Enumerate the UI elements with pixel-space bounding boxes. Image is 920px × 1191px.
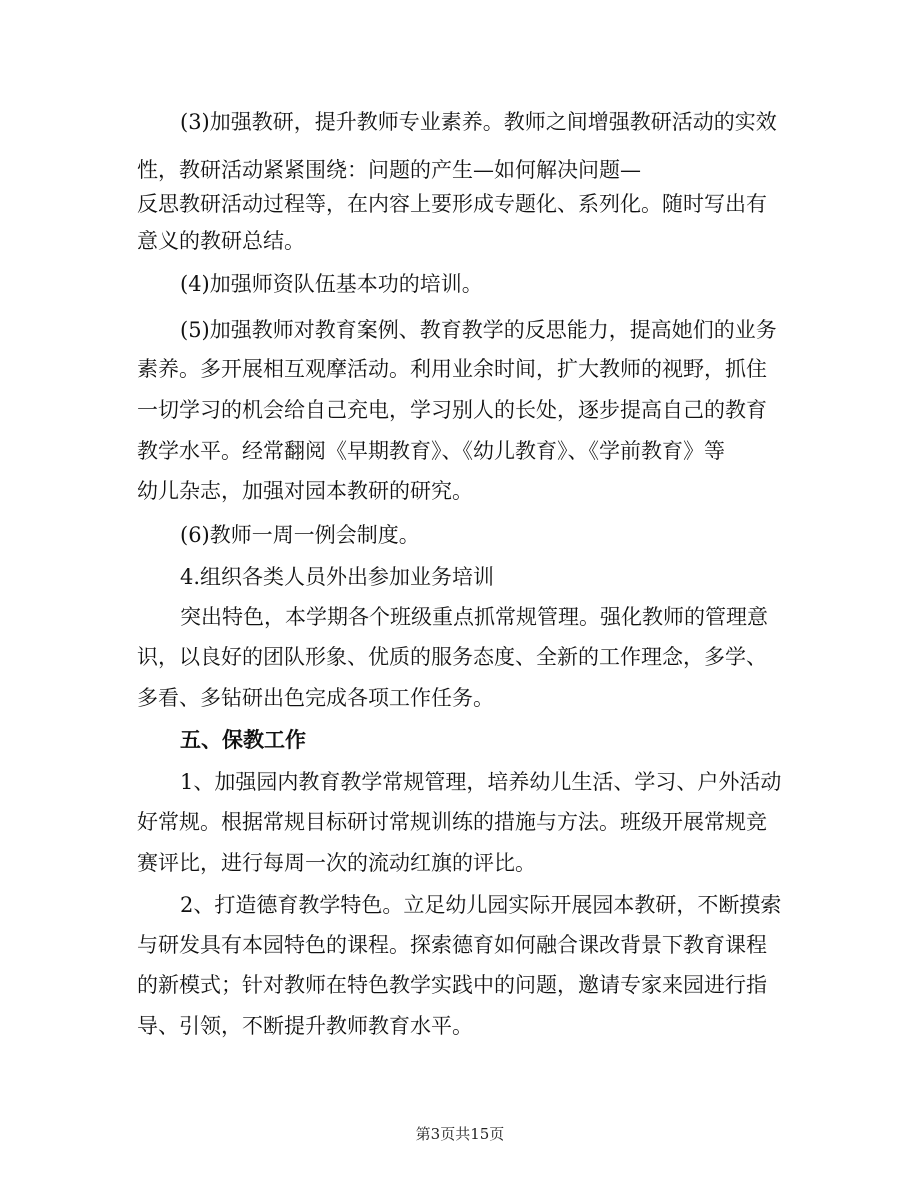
paragraph-line: (6)教师一周一例会制度。 [180,523,420,547]
section-heading: 4.组织各类人员外出参加业务培训 [180,565,495,589]
paragraph-line: 反思教研活动过程等，在内容上要形成专题化、系列化。随时写出有 [137,192,767,216]
paragraph-line: (3)加强教研，提升教师专业素养。教师之间增强教研活动的实效 [180,110,777,134]
page-number: 第3页共15页 [415,1125,505,1143]
paragraph-line: 多看、多钻研出色完成各项工作任务。 [137,686,494,710]
paragraph-line: 识，以良好的团队形象、优质的服务态度、全新的工作理念，多学、 [137,645,767,669]
paragraph-line: 赛评比，进行每周一次的流动红旗的评比。 [137,851,536,875]
paragraph-line: 一切学习的机会给自己充电，学习别人的长处，逐步提高自己的教育 [137,398,767,422]
paragraph-line: 的新模式；针对教师在特色教学实践中的问题，邀请专家来园进行指 [137,973,767,997]
chapter-heading: 五、保教工作 [180,727,306,752]
paragraph-line: (4)加强师资队伍基本功的培训。 [180,272,483,296]
paragraph-line: 意义的教研总结。 [137,229,305,253]
paragraph-line: 幼儿杂志，加强对园本教研的研究。 [137,479,473,503]
paragraph-line: 教学水平。经常翻阅《早期教育》、《幼儿教育》、《学前教育》等 [137,439,725,463]
paragraph-line: 性，教研活动紧紧围绕：问题的产生—如何解决问题— [137,158,641,182]
paragraph-line: 2、打造德育教学特色。立足幼儿园实际开展园本教研，不断摸索 [180,893,782,917]
paragraph-line: 与研发具有本园特色的课程。探索德育如何融合课改背景下教育课程 [137,933,767,957]
paragraph-line: 素养。多开展相互观摩活动。利用业余时间，扩大教师的视野，抓住 [137,357,767,381]
paragraph-line: 好常规。根据常规目标研讨常规训练的措施与方法。班级开展常规竞 [137,810,767,834]
paragraph-line: 突出特色，本学期各个班级重点抓常规管理。强化教师的管理意 [180,605,768,629]
paragraph-line: 1、加强园内教育教学常规管理，培养幼儿生活、学习、户外活动 [180,770,782,794]
paragraph-line: 导、引领，不断提升教师教育水平。 [137,1014,473,1038]
paragraph-line: (5)加强教师对教育案例、教育教学的反思能力，提高她们的业务 [180,318,777,342]
